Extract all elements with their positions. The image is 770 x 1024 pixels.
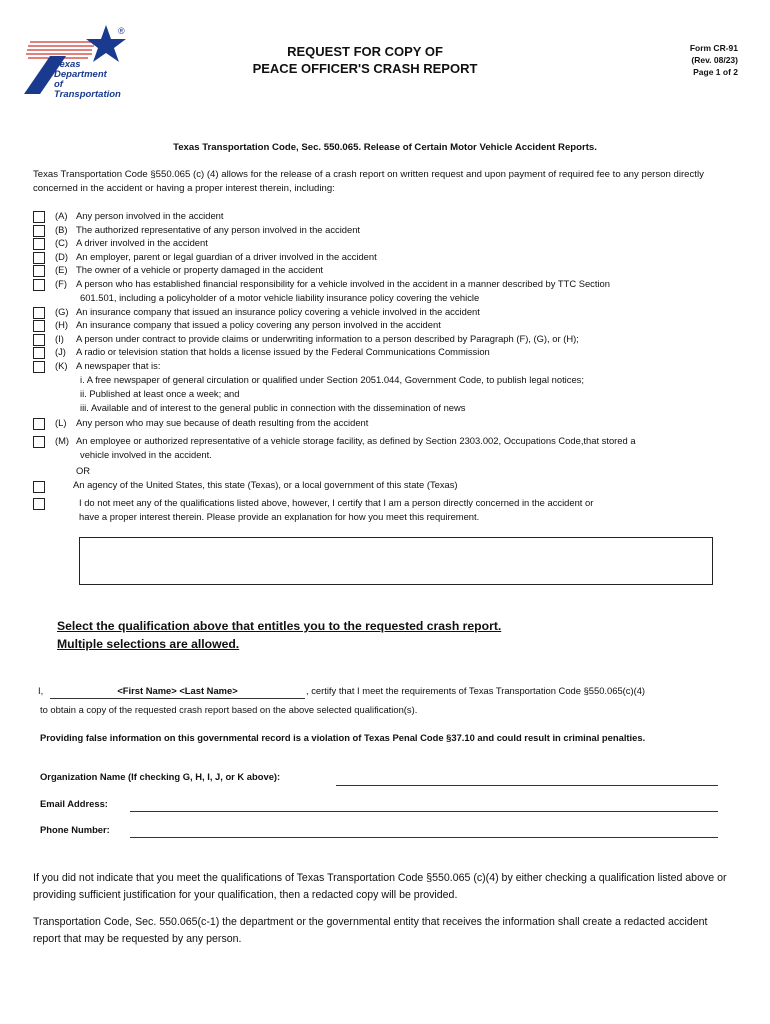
explanation-textbox[interactable] [79, 537, 713, 585]
option-f-continuation: 601.501, including a policyholder of a motor vehicle liability insurance policy covering the vehicle [80, 292, 480, 303]
title-line1: REQUEST FOR COPY OF [287, 44, 443, 59]
option-letter: (C) [55, 237, 69, 249]
option-letter: (G) [55, 305, 69, 317]
checkbox-b[interactable] [33, 225, 45, 237]
option-letter: (I) [55, 332, 64, 344]
organization-label: Organization Name (If checking G, H, I, J, or K above): [40, 771, 281, 782]
option-letter: (J) [55, 346, 66, 358]
option-text: A person who has established financial responsibility for a vehicle involved in the accident in a manner described by TTC Section [76, 278, 610, 289]
transportation-code-notice: Transportation Code, Sec. 550.065(c-1) the department or the governmental entity that receives the information shall create a redacted accident report that may be requested by any person. [33, 916, 708, 945]
intro-paragraph: Texas Transportation Code §550.065 (c) (4) allows for the release of a crash report on written request and upon payment of required fee to any person directly concerned in the accident or having a proper interest therein, including: [33, 169, 704, 194]
agency-option-text: An agency of the United States, this state (Texas), or a local government of this state (Texas) [73, 479, 458, 490]
checkbox-a[interactable] [33, 211, 45, 223]
option-text: A newspaper that is: [76, 360, 161, 371]
checkbox-k[interactable] [33, 361, 45, 373]
option-letter: (K) [55, 360, 68, 371]
option-letter: (E) [55, 264, 68, 276]
option-letter: (D) [55, 250, 69, 262]
selection-instruction-line1: Select the qualification above that entitles you to the requested crash report. [57, 619, 502, 633]
option-text: A person under contract to provide claims or underwriting information to a person described by Paragraph (F), (G), or (H); [76, 332, 579, 344]
option-text: A driver involved in the accident [76, 237, 208, 249]
checkbox-e[interactable] [33, 265, 45, 277]
selection-instruction [57, 617, 501, 653]
txdot-logo [22, 22, 132, 100]
page-number: Page 1 of 2 [693, 67, 738, 77]
certify-line2: to obtain a copy of the requested crash report based on the above selected qualification(s). [40, 704, 418, 715]
newspaper-sub-ii: ii. Published at least once a week; and [80, 388, 240, 399]
checkbox-agency[interactable] [33, 481, 45, 493]
checkbox-h[interactable] [33, 320, 45, 332]
other-option-line2: have a proper interest therein. Please provide an explanation for how you meet this requirement. [79, 511, 480, 522]
option-text: An insurance company that issued an insurance policy covering a vehicle involved in the accident [76, 305, 480, 317]
checkbox-m[interactable] [33, 436, 45, 448]
false-info-warning: Providing false information on this governmental record is a violation of Texas Penal Code §37.10 and could result in criminal penalties. [40, 732, 646, 743]
certify-suffix: , certify that I meet the requirements of Texas Transportation Code §550.065(c)(4) [306, 685, 646, 696]
option-letter: (A) [55, 210, 68, 221]
other-option-text [79, 496, 593, 524]
option-text: An employee or authorized representative of a vehicle storage facility, as defined by Section 2303.002, Occupations Code,that stored a [76, 435, 636, 446]
agency-name-line1: Texas [54, 59, 81, 70]
checkbox-i[interactable] [33, 334, 45, 346]
newspaper-sub-iii: iii. Available and of interest to the general public in connection with the dissemination of news [80, 402, 466, 413]
agency-name-line3: of Transportation [54, 79, 121, 100]
form-revision: (Rev. 08/23) [691, 55, 738, 65]
newspaper-sub-i: i. A free newspaper of general circulation or qualified under Section 2051.044, Government Code, to publish legal notices; [80, 374, 584, 385]
registered-mark: ® [118, 26, 125, 36]
checkbox-f[interactable] [33, 279, 45, 291]
form-number: Form CR-91 [689, 43, 738, 53]
agency-name-line2: Department [54, 69, 107, 80]
option-text: The owner of a vehicle or property damaged in the accident [76, 264, 324, 276]
checkbox-c[interactable] [33, 238, 45, 250]
checkbox-g[interactable] [33, 307, 45, 319]
section-title: Texas Transportation Code, Sec. 550.065. Release of Certain Motor Vehicle Accident Reports. [173, 142, 597, 153]
option-text: A radio or television station that holds a license issued by the Federal Communications Commission [76, 346, 490, 358]
phone-label: Phone Number: [40, 824, 110, 835]
email-field[interactable] [130, 799, 718, 812]
option-letter: (F) [55, 278, 67, 289]
option-text: The authorized representative of any person involved in the accident [76, 223, 361, 235]
selection-instruction-line2: Multiple selections are allowed. [57, 637, 240, 651]
option-letter: (L) [55, 417, 67, 428]
certify-prefix: I, [38, 685, 44, 696]
checkbox-other[interactable] [33, 498, 45, 510]
title-line2: PEACE OFFICER'S CRASH REPORT [252, 61, 478, 76]
redacted-copy-notice: If you did not indicate that you meet the qualifications of Texas Transportation Code §550.065 (c)(4) by either checking a qualification listed above or providing sufficient justification for your qualification, then a redacted copy will be provided. [33, 872, 727, 901]
checkbox-l[interactable] [33, 418, 45, 430]
option-m-continuation: vehicle involved in the accident. [80, 449, 212, 460]
option-text: Any person involved in the accident [76, 210, 224, 221]
form-meta [690, 42, 738, 78]
name-placeholder: <First Name> <Last Name> [117, 685, 238, 696]
organization-field[interactable] [336, 774, 718, 786]
option-letter: (H) [55, 319, 69, 331]
checkbox-d[interactable] [33, 252, 45, 264]
page-title [200, 43, 530, 77]
option-letter: (M) [55, 435, 70, 446]
option-text: An insurance company that issued a policy covering any person involved in the accident [76, 319, 441, 331]
other-option-line1: I do not meet any of the qualifications listed above, however, I certify that I am a person directly concerned in the accident or [79, 497, 594, 508]
option-letter: (B) [55, 223, 68, 235]
checkbox-j[interactable] [33, 347, 45, 359]
option-text: Any person who may sue because of death resulting from the accident [76, 417, 369, 428]
email-label: Email Address: [40, 798, 108, 809]
option-text: An employer, parent or legal guardian of a driver involved in the accident [76, 250, 377, 262]
or-separator: OR [76, 465, 91, 476]
phone-field[interactable] [130, 826, 718, 838]
